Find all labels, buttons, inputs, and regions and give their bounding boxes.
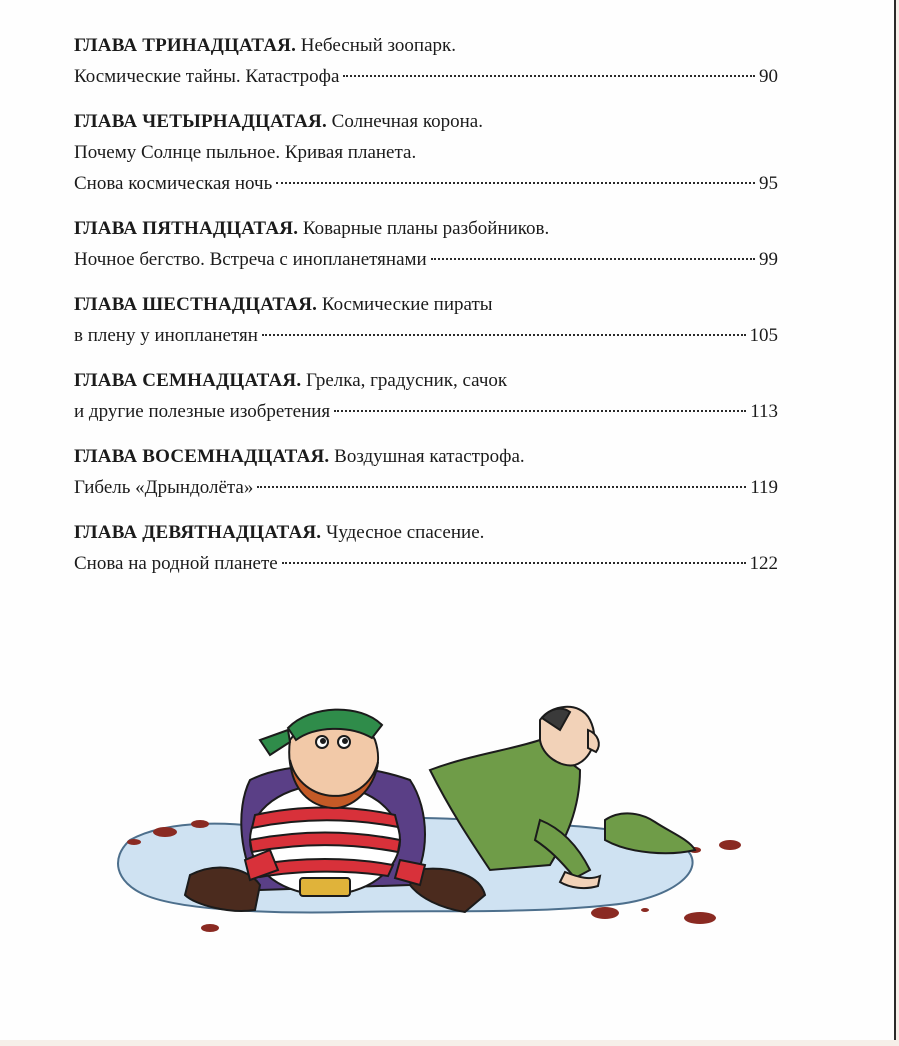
toc-page-line (74, 320, 778, 351)
toc-entry[interactable] (74, 441, 778, 503)
chapter-title: ГЛАВА ТРИНАДЦАТАЯ. (74, 35, 297, 56)
chapter-subtitle-end: Космические тайны. Катастрофа (74, 66, 340, 87)
toc-entry[interactable] (74, 30, 778, 92)
toc-page-line (74, 548, 778, 579)
page-number: 105 (749, 325, 778, 346)
page-number: 113 (750, 401, 778, 422)
toc-page-line (74, 396, 778, 427)
chapter-title: ГЛАВА ЧЕТЫРНАДЦАТАЯ. (74, 111, 327, 132)
chapter-subtitle: Чудесное спасение. (325, 522, 485, 543)
page-number: 122 (749, 553, 778, 574)
toc-line (74, 106, 778, 137)
toc-page-line (74, 168, 778, 199)
dot-leader (431, 258, 755, 260)
dot-leader (334, 410, 746, 412)
dot-leader (276, 182, 755, 184)
table-of-contents (74, 30, 778, 593)
chapter-subtitle: Солнечная корона. (331, 111, 483, 132)
chapter-subtitle: Небесный зоопарк. (300, 35, 457, 56)
toc-entry[interactable] (74, 517, 778, 579)
toc-entry[interactable] (74, 365, 778, 427)
chapter-subtitle: Коварные планы разбойников. (302, 218, 550, 239)
chapter-subtitle: Воздушная катастрофа. (334, 446, 525, 467)
chapter-title: ГЛАВА ВОСЕМНАДЦАТАЯ. (74, 446, 330, 467)
chapter-subtitle-end: Гибель «Дрындолёта» (74, 477, 254, 498)
chapter-subtitle: Грелка, градусник, сачок (306, 370, 508, 391)
toc-page-line (74, 244, 778, 275)
page-number: 95 (759, 173, 778, 194)
chapter-subtitle-end: в плену у инопланетян (74, 325, 258, 346)
toc-page-line (74, 472, 778, 503)
page-number: 99 (759, 249, 778, 270)
page-number: 119 (750, 477, 778, 498)
chapter-subtitle-end: Снова космическая ночь (74, 173, 273, 194)
chapter-title: ГЛАВА ДЕВЯТНАДЦАТАЯ. (74, 522, 322, 543)
chapter-title: ГЛАВА ПЯТНАДЦАТАЯ. (74, 218, 299, 239)
dot-leader (257, 486, 746, 488)
dot-leader (343, 75, 755, 77)
chapter-subtitle: Почему Солнце пыльное. Кривая планета. (74, 142, 417, 163)
page-number: 90 (759, 66, 778, 87)
chapter-subtitle-end: Снова на родной планете (74, 553, 278, 574)
toc-line (74, 365, 778, 396)
chapter-subtitle-end: и другие полезные изобретения (74, 401, 331, 422)
toc-line (74, 30, 778, 61)
toc-line (74, 517, 778, 548)
toc-line (74, 137, 778, 168)
pirates-illustration (110, 700, 750, 950)
chapter-title: ГЛАВА ШЕСТНАДЦАТАЯ. (74, 294, 318, 315)
chapter-title: ГЛАВА СЕМНАДЦАТАЯ. (74, 370, 302, 391)
toc-line (74, 213, 778, 244)
dot-leader (262, 334, 746, 336)
toc-entry[interactable] (74, 106, 778, 199)
toc-entry[interactable] (74, 289, 778, 351)
toc-entry[interactable] (74, 213, 778, 275)
dot-leader (282, 562, 746, 564)
chapter-subtitle: Космические пираты (321, 294, 493, 315)
fat-pirate (185, 710, 485, 912)
chapter-subtitle-end: Ночное бегство. Встреча с инопланетянами (74, 249, 427, 270)
toc-line (74, 289, 778, 320)
toc-page-line (74, 61, 778, 92)
toc-line (74, 441, 778, 472)
